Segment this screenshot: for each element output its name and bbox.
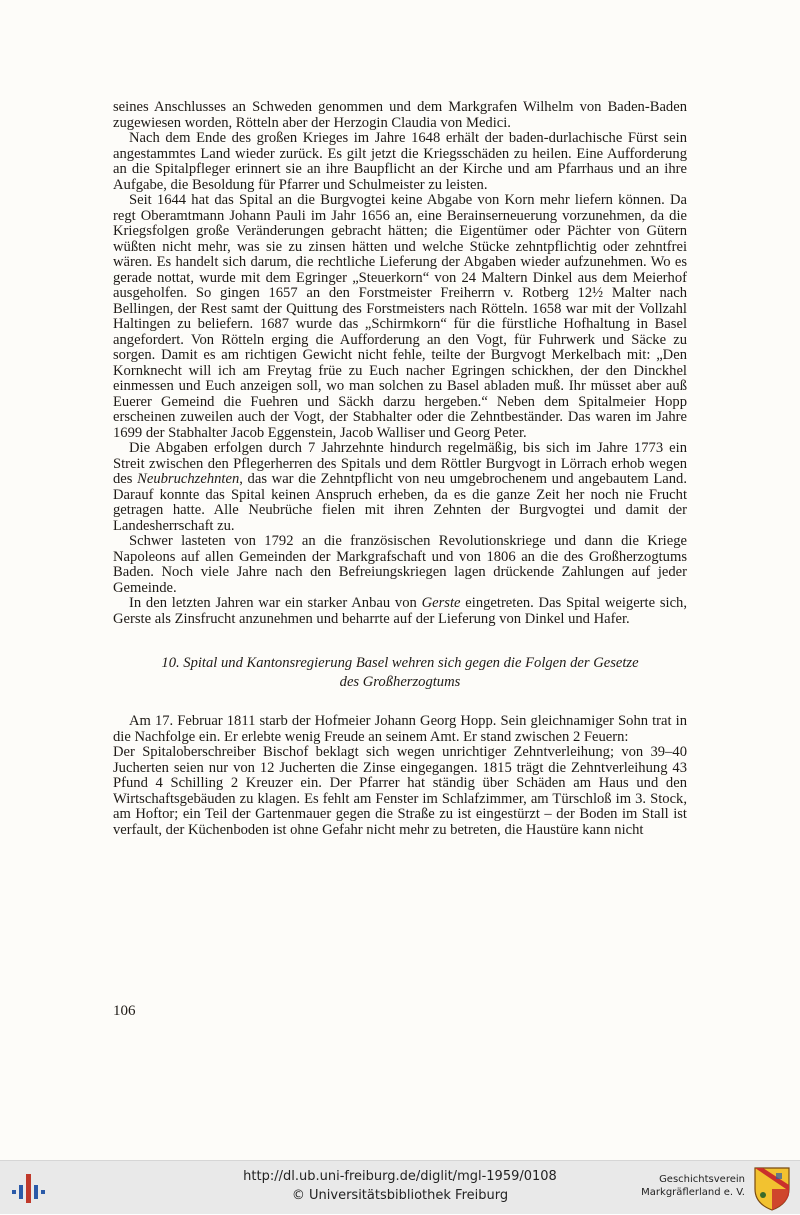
library-logo-icon[interactable] xyxy=(10,1171,54,1205)
section-heading-line-1: 10. Spital und Kantonsregierung Basel wehren sich gegen die Folgen der Gesetze xyxy=(161,655,639,671)
paragraph-6-text-a: In den letzten Jahren war ein starker Anbau von xyxy=(129,595,422,611)
permalink-link[interactable]: http://dl.ub.uni-freiburg.de/diglit/mgl-1959/0108 xyxy=(243,1169,557,1184)
paragraph-6-text-b: eingetreten. Das Spital weigerte sich, Gerste als Zinsfrucht anzunehmen und beharrte auf der Lieferung von Dinkel und Hafer. xyxy=(113,595,688,627)
society-name-line-2: Markgräflerland e. V. xyxy=(641,1187,745,1198)
section-heading xyxy=(113,654,687,692)
document-body xyxy=(113,100,687,838)
society-name-line-1: Geschichtsverein xyxy=(659,1174,745,1185)
footer-citation xyxy=(190,1167,610,1205)
paragraph-4 xyxy=(113,441,687,534)
section-heading-line-2: des Großherzogtums xyxy=(339,674,461,690)
paragraph-1: seines Anschlusses an Schweden genommen und dem Markgrafen Wilhelm von Baden-Baden zugewiesen worden, Rötteln aber der Herzogin Claudia von Medici. xyxy=(113,99,687,131)
coat-of-arms-icon[interactable] xyxy=(752,1165,792,1211)
paragraph-4-text-b: , das war die Zehntpflicht von neu umgebrochenem und angebautem Land. Darauf konnte das Spital keinen Anspruch erheben, da es die ganze Zeit her noch nie Frucht getragen hatte. Alle Neubrüche fielen mit ihren Zehnten der Burgvogtei und damit der Landesherrschaft zu. xyxy=(113,471,687,534)
paragraph-8: Der Spitaloberschreiber Bischof beklagt sich wegen unrichtiger Zehntverleihung; von 39–40 Jucherten seien nur von 12 Jucherten die Zinse eingegangen. 1815 trägt die Zehntverleihung 43 Pfund 4 Schilling 2 Kreuzer ein. Der Pfarrer hat ständig über Schäden am Haus und den Wirtschaftsgebäuden zu klagen. Es fehlt am Fenster im Schlafzimmer, am Türschloß im 3. Stock, am Hoftor; ein Teil der Gartenmauer gegen die Straße zu ist eingestürzt – der Boden im Stall ist verfault, der Küchenboden ist ohne Gefahr nicht mehr zu betreten, die Haustüre kann nicht xyxy=(113,744,687,838)
paragraph-6 xyxy=(113,596,687,627)
paragraph-4-emphasis: Neubruchzehnten xyxy=(137,471,240,487)
society-name xyxy=(633,1173,745,1199)
paragraph-4-text-a: Die Abgaben erfolgen durch 7 Jahrzehnte hindurch regelmäßig, bis sich im Jahre 1773 ein Streit zwischen den Pflegerherren des Spitals und dem Röttler Burgvogt in Lörrach erhob wegen des xyxy=(113,440,687,487)
paragraph-2: Nach dem Ende des großen Krieges im Jahre 1648 erhält der baden-durlachische Fürst sein angestammtes Land wieder zurück. Es gilt jetzt die Kriegsschäden zu heilen. Eine Aufforderung an die Spitalpfleger erinnert sie an ihre Baupflicht an der Kirche und am Pfarrhaus und an ihre Aufgabe, die Besoldung für Pfarrer und Schulmeister zu leisten. xyxy=(113,130,687,193)
paragraph-7: Am 17. Februar 1811 starb der Hofmeier Johann Georg Hopp. Sein gleichnamiger Sohn trat in die Nachfolge ein. Er erlebte wenig Freude an seinem Amt. Er stand zwischen 2 Feuern: xyxy=(113,713,687,745)
paragraph-3: Seit 1644 hat das Spital an die Burgvogtei keine Abgabe von Korn mehr liefern können. Da regt Oberamtmann Johann Pauli im Jahr 1656 an, eine Berainserneuerung vorzunehmen, da die Kriegsfolgen große Veränderungen gebracht hätten; die Eigentümer oder Pächter von Gütern wüßten nicht mehr, was sie zu zinsen hätten und welche Stücke zehntpflichtig oder zehntfrei wären. Es handelt sich darum, die rechtliche Lieferung der Abgaben wieder aufzunehmen. Wo es gerade nottat, wurde mit dem Egringer „Steuerkorn“ von 24 Maltern Dinkel aus dem Meierhof ausgeholfen. So gingen 1657 an den Forstmeister Freiherrn v. Rotberg 12½ Malter nach Bellingen, der Rest samt der Quittung des Forstmeisters nach Rötteln. 1658 war mit der Vollzahl Haltingen zu beliefern. 1687 wurde das „Schirmkorn“ für die fürstliche Hofhaltung in Basel angefordert. Von Rötteln erging die Aufforderung an den Vogt, für Fuhrwerk und Säcke zu sorgen. Damit es am richtigen Gewicht nicht fehle, teilte der Burgvogt Merkelbach mit: „Den Kornknecht will ich am Freytag früe zu Euch nacher Egringen schickhen, der den Dinckhel einmessen und Euch anzeigen soll, wo man solchen zu Basel abladen muß. Ihr müsset aber auß Euerer Gemeind die Fuehren und Säckh darzu hergeben.“ Neben dem Spitalmeier Hopp erscheinen zuweilen auch der Vogt, der Stabhalter oder die Zehntbeständer. Das waren im Jahre 1699 der Stabhalter Jacob Eggenstein, Jacob Walliser und Georg Peter. xyxy=(113,192,687,441)
viewer-footer xyxy=(0,1160,800,1214)
paragraph-5: Schwer lasteten von 1792 an die französischen Revolutionskriege und dann die Kriege Napoleons auf allen Gemeinden der Markgrafschaft und von 1806 an die des Großherzogtums Baden. Noch viele Jahre nach den Befreiungskriegen lagen drückende Zahlungen auf jeder Gemeinde. xyxy=(113,533,687,596)
paragraph-6-emphasis: Gerste xyxy=(421,595,461,611)
copyright-text: © Universitätsbibliothek Freiburg xyxy=(291,1188,509,1203)
page-number: 106 xyxy=(113,1003,136,1019)
